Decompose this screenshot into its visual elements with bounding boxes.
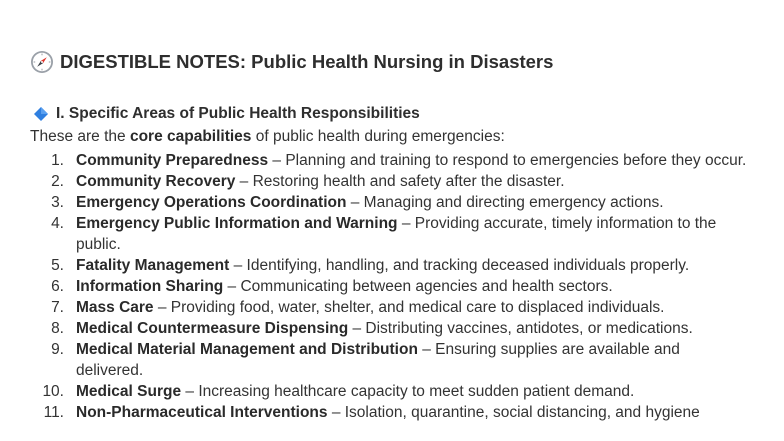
intro-text-end: of public health during emergencies: xyxy=(251,128,505,145)
list-item xyxy=(0,297,784,318)
list-item-term: Community Preparedness xyxy=(76,152,269,169)
section-intro xyxy=(30,127,505,147)
list-item-description: – Ensuring supplies are available and delivered. xyxy=(76,341,680,379)
list-item-description: – Isolation, quarantine, social distancing, and hygiene xyxy=(327,404,700,421)
list-item-number: 11. xyxy=(43,404,64,421)
list-item-description: – Communicating between agencies and health sectors. xyxy=(223,278,613,295)
list-item xyxy=(0,255,784,276)
list-item-term: Medical Countermeasure Dispensing xyxy=(76,320,349,337)
list-item-term: Fatality Management xyxy=(76,257,230,274)
list-item-number: 8. xyxy=(51,320,64,337)
list-item-number: 4. xyxy=(51,215,64,232)
compass-icon xyxy=(30,50,54,74)
list-item-description: – Providing accurate, timely information to the public. xyxy=(76,215,717,253)
list-item xyxy=(0,192,784,213)
list-item-description: – Planning and training to respond to emergencies before they occur. xyxy=(268,152,747,169)
list-item-description: – Providing food, water, shelter, and medical care to displaced individuals. xyxy=(153,299,665,316)
list-item xyxy=(0,213,784,255)
list-item-term: Mass Care xyxy=(76,299,154,316)
list-item xyxy=(0,318,784,339)
list-item-number: 9. xyxy=(51,341,64,358)
list-item-term: Information Sharing xyxy=(76,278,224,295)
list-item-number: 6. xyxy=(51,278,64,295)
section-heading xyxy=(33,103,420,125)
list-item-description: – Identifying, handling, and tracking deceased individuals properly. xyxy=(229,257,690,274)
list-item-description: – Increasing healthcare capacity to meet sudden patient demand. xyxy=(181,383,635,400)
list-item xyxy=(0,339,784,381)
page-title xyxy=(30,49,553,75)
list-item-description: – Distributing vaccines, antidotes, or medications. xyxy=(348,320,693,337)
list-item-description: – Restoring health and safety after the disaster. xyxy=(235,173,565,190)
intro-bold-text: core capabilities xyxy=(129,128,252,145)
list-item-number: 7. xyxy=(51,299,64,316)
list-item-number: 1. xyxy=(51,152,64,169)
page-title-text: DIGESTIBLE NOTES: Public Health Nursing in Disasters xyxy=(60,51,554,72)
list-item xyxy=(0,276,784,297)
list-item-term: Medical Material Management and Distribution xyxy=(76,341,418,358)
list-item xyxy=(0,150,784,171)
list-item-description: – Managing and directing emergency actions. xyxy=(346,194,664,211)
list-item-term: Medical Surge xyxy=(76,383,182,400)
list-item-term: Emergency Operations Coordination xyxy=(76,194,347,211)
section-heading-text: I. Specific Areas of Public Health Responsibilities xyxy=(56,105,420,122)
capabilities-list xyxy=(0,150,784,423)
list-item-number: 2. xyxy=(51,173,64,190)
list-item-number: 3. xyxy=(51,194,64,211)
list-item-term: Non-Pharmaceutical Interventions xyxy=(76,404,328,421)
list-item xyxy=(0,381,784,402)
list-item xyxy=(0,402,784,423)
intro-text-start: These are the xyxy=(30,128,130,145)
list-item-number: 10. xyxy=(42,383,64,400)
list-item xyxy=(0,171,784,192)
list-item-term: Emergency Public Information and Warning xyxy=(76,215,398,232)
list-item-number: 5. xyxy=(51,257,64,274)
blue-diamond-icon xyxy=(33,106,49,122)
list-item-term: Community Recovery xyxy=(76,173,236,190)
